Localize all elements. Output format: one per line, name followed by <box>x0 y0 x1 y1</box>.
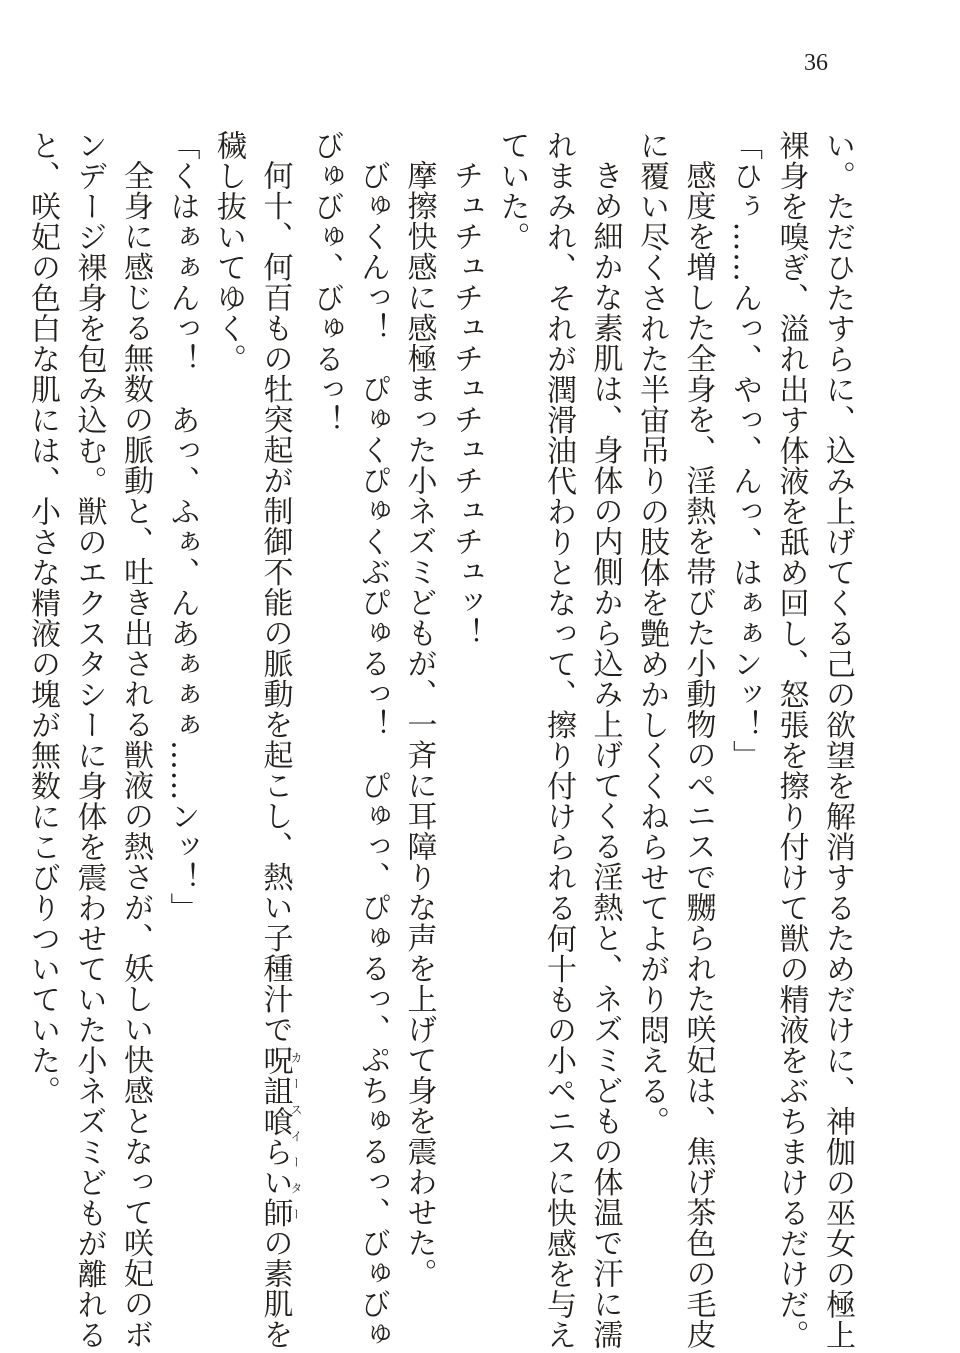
text-line-with-ruby <box>251 130 303 1350</box>
text-line: 穢し抜いてゆく。 <box>211 130 246 374</box>
text-line: きめ細かな素肌は、身体の内側から込み上げてくる淫熱と、ネズミどもの体温で汗に濡 <box>587 160 623 1350</box>
vertical-text-body <box>19 130 861 1350</box>
ruby-reading: カースイーター <box>289 1044 303 1228</box>
ruby-base: 呪詛喰らい師 <box>257 1044 293 1228</box>
text-line: に覆い尽くされた半宙吊りの肢体を艶めかしくくねらせてよがり悶える。 <box>634 130 669 1137</box>
text-line: 「ひぅ……んっ、やっ、んっ、はぁぁンッ！」 <box>727 130 762 771</box>
text-line: 摩擦快感に感極まった小ネズミどもが、一斉に耳障りな声を上げて身を震わせた。 <box>401 160 437 1289</box>
ruby-annotation <box>257 1044 303 1228</box>
text-line: ていた。 <box>494 130 530 252</box>
text-line: びゅくんっ！ ぴゅくぴゅくぶぴゅるっ！ ぴゅっ、ぴゅるっ、ぷちゅるっ、びゅびゅ <box>355 160 390 1350</box>
text-line: 全身に感じる無数の脈動と、吐き出される獣液の熱さが、妖しい快感となって咲妃のボ <box>118 160 153 1350</box>
text-line: と、咲妃の色白な肌には、小さな精液の塊が無数にこびりついていた。 <box>25 130 60 1106</box>
text-segment: の素肌を <box>257 1227 293 1350</box>
text-segment: 何十、何百もの牡突起が制御不能の脈動を起こし、熱い子種汁で <box>257 160 293 1045</box>
text-line: チュチュチュチュチュチュチュッ！ <box>448 160 483 648</box>
text-line: 感度を増した全身を、淫熱を帯びた小動物のペニスで嬲られた咲妃は、焦げ茶色の毛皮 <box>680 160 716 1350</box>
page-number: 36 <box>804 50 828 76</box>
text-line: びゅびゅ、びゅるっ！ <box>308 130 344 435</box>
text-line: ンデージ裸身を包み込む。獣のエクスタシーに身体を震わせていた小ネズミどもが離れる <box>71 130 107 1350</box>
text-line: れまみれ、それが潤滑油代わりとなって、擦り付けられる何十もの小ペニスに快感を与え <box>541 130 576 1350</box>
text-line: い。ただひたすらに、込み上げてくる己の欲望を解消するためだけに、神伽の巫女の極上 <box>820 130 855 1350</box>
text-line: 裸身を嗅ぎ、溢れ出す体液を舐め回し、怒張を擦り付けて獣の精液をぶちまけるだけだ。 <box>773 130 809 1350</box>
text-line: 「くはぁぁんっ！ あっ、ふぁ、んあぁぁぁ……ンッ！」 <box>164 130 200 923</box>
